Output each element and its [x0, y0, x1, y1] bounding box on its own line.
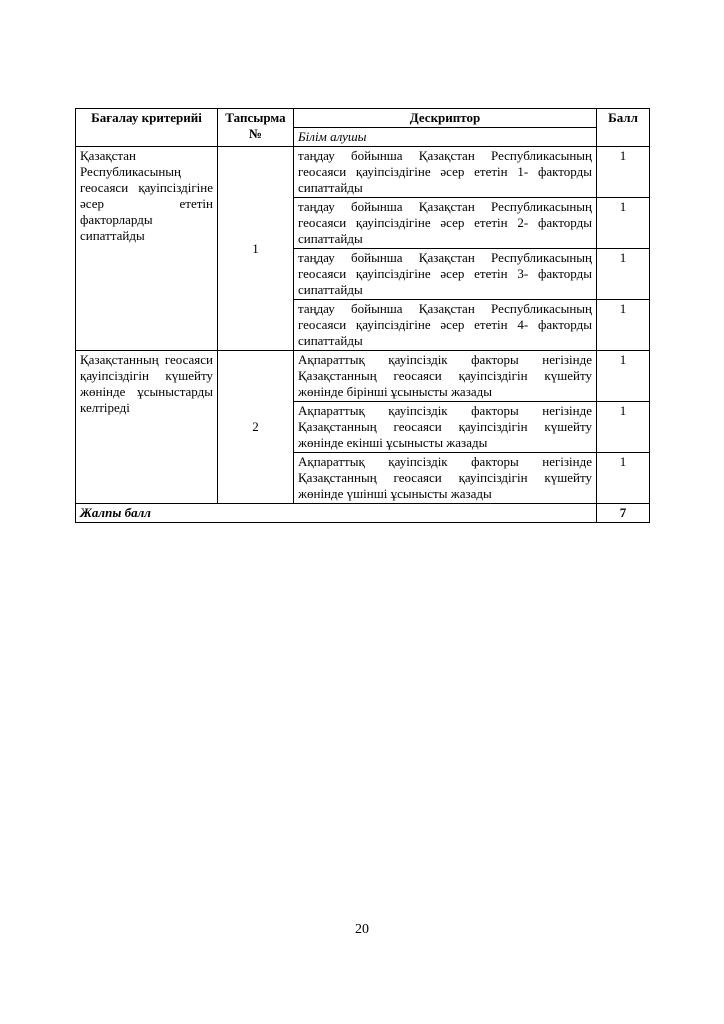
total-value: 7: [597, 504, 650, 523]
score-cell: 1: [597, 300, 650, 351]
score-cell: 1: [597, 453, 650, 504]
score-cell: 1: [597, 198, 650, 249]
assessment-rubric-table: [75, 108, 650, 523]
score-cell: 1: [597, 351, 650, 402]
total-label: Жалпы балл: [76, 504, 597, 523]
score-cell: 1: [597, 402, 650, 453]
criterion-cell: Қазақстанның геосаяси қауіпсіздігін күшейту жөнінде ұсыныстарды келтіреді: [76, 351, 218, 504]
header-row: [76, 109, 650, 128]
score-cell: 1: [597, 147, 650, 198]
task-number-cell: 1: [218, 147, 294, 351]
page-number: 20: [355, 922, 369, 937]
header-criterion: Бағалау критерийі: [76, 109, 218, 147]
descriptor-cell: таңдау бойынша Қазақстан Республикасының геосаяси қауіпсіздігіне әсер ететін 2- факторды сипаттайды: [294, 198, 597, 249]
criterion-cell: Қазақстан Республикасының геосаяси қауіпсіздігіне әсер ететін факторларды сипаттайды: [76, 147, 218, 351]
descriptor-cell: таңдау бойынша Қазақстан Республикасының геосаяси қауіпсіздігіне әсер ететін 3- факторды сипаттайды: [294, 249, 597, 300]
score-cell: 1: [597, 249, 650, 300]
total-row: [76, 504, 650, 523]
descriptor-cell: таңдау бойынша Қазақстан Республикасының геосаяси қауіпсіздігіне әсер ететін 1- факторды сипаттайды: [294, 147, 597, 198]
descriptor-cell: Ақпараттық қауіпсіздік факторы негізінде Қазақстанның геосаяси қауіпсіздігін күшейту жөнінде екінші ұсынысты жазады: [294, 402, 597, 453]
table-row: [76, 351, 650, 402]
header-score: Балл: [597, 109, 650, 147]
header-task-no: Тапсырма №: [218, 109, 294, 147]
header-descriptor: Дескриптор: [294, 109, 597, 128]
task-number-cell: 2: [218, 351, 294, 504]
descriptor-cell: Ақпараттық қауіпсіздік факторы негізінде Қазақстанның геосаяси қауіпсіздігін күшейту жөнінде бірінші ұсынысты жазады: [294, 351, 597, 402]
descriptor-cell: таңдау бойынша Қазақстан Республикасының геосаяси қауіпсіздігіне әсер ететін 4- факторды сипаттайды: [294, 300, 597, 351]
descriptor-cell: Ақпараттық қауіпсіздік факторы негізінде Қазақстанның геосаяси қауіпсіздігін күшейту жөнінде үшінші ұсынысты жазады: [294, 453, 597, 504]
header-descriptor-sub: Білім алушы: [294, 128, 597, 147]
table-row: [76, 147, 650, 198]
